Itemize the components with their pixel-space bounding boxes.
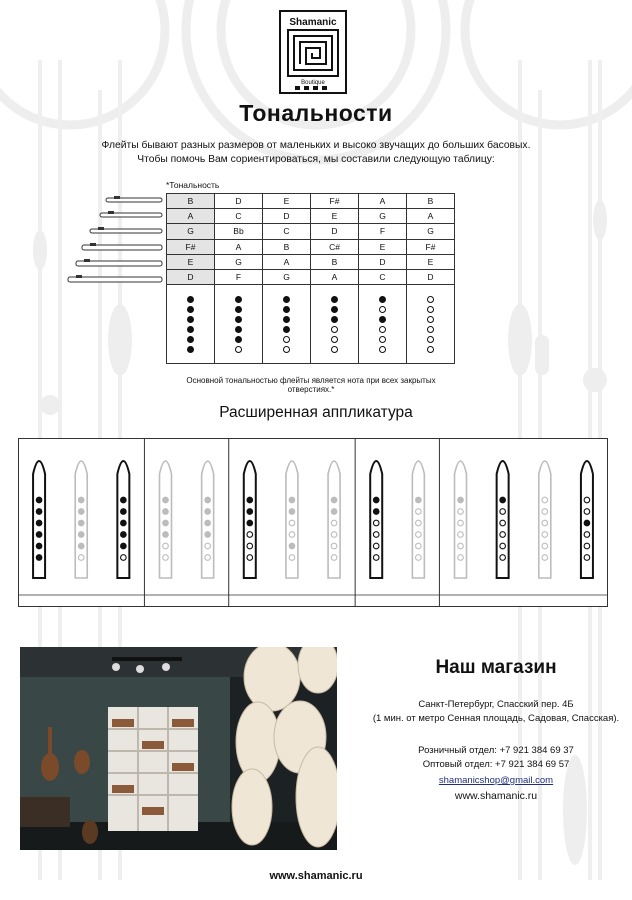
intro-text-line-2: Чтобы помочь Вам сориентироваться, мы составили следующую таблицу:: [137, 154, 495, 165]
key-cell: G: [167, 224, 215, 239]
open-hole-icon: [379, 326, 386, 333]
closed-hole-icon: [36, 532, 42, 538]
closed-hole-icon: [78, 509, 84, 515]
closed-hole-icon: [500, 497, 506, 503]
key-cell: D: [263, 209, 311, 224]
table-row: [167, 224, 455, 239]
key-cell: E: [311, 209, 359, 224]
open-hole-icon: [289, 532, 295, 538]
open-hole-icon: [458, 532, 464, 538]
closed-hole-icon: [78, 532, 84, 538]
extended-fingering-title: Расширенная аппликатура: [219, 404, 413, 421]
open-hole-icon: [500, 543, 506, 549]
closed-hole-icon: [283, 296, 290, 303]
open-hole-icon: [247, 543, 253, 549]
open-hole-icon: [427, 346, 434, 353]
page-title: Тональности: [239, 100, 393, 126]
table-row: [167, 254, 455, 269]
open-hole-icon: [331, 336, 338, 343]
closed-hole-icon: [331, 509, 337, 515]
closed-hole-icon: [187, 346, 194, 353]
open-hole-icon: [289, 555, 295, 561]
closed-hole-icon: [36, 520, 42, 526]
closed-hole-icon: [331, 316, 338, 323]
closed-hole-icon: [163, 497, 169, 503]
open-hole-icon: [235, 346, 242, 353]
shop-title: Наш магазин: [435, 657, 557, 678]
key-cell: A: [311, 269, 359, 284]
closed-hole-icon: [235, 316, 242, 323]
open-hole-icon: [416, 543, 422, 549]
open-hole-icon: [416, 520, 422, 526]
open-hole-icon: [458, 555, 464, 561]
closed-hole-icon: [331, 296, 338, 303]
open-hole-icon: [379, 336, 386, 343]
open-hole-icon: [247, 532, 253, 538]
closed-hole-icon: [36, 509, 42, 515]
open-hole-icon: [584, 555, 590, 561]
closed-hole-icon: [36, 543, 42, 549]
closed-hole-icon: [283, 326, 290, 333]
hole-pattern-cell: [311, 285, 359, 364]
open-hole-icon: [416, 555, 422, 561]
open-hole-icon: [416, 509, 422, 515]
open-hole-icon: [542, 555, 548, 561]
key-cell: D: [215, 194, 263, 209]
closed-hole-icon: [379, 316, 386, 323]
open-hole-icon: [427, 306, 434, 313]
closed-hole-icon: [163, 509, 169, 515]
closed-hole-icon: [331, 306, 338, 313]
open-hole-icon: [121, 555, 127, 561]
open-hole-icon: [458, 520, 464, 526]
key-cell: A: [215, 239, 263, 254]
open-hole-icon: [331, 520, 337, 526]
open-hole-icon: [500, 532, 506, 538]
key-cell: D: [167, 269, 215, 284]
open-hole-icon: [163, 555, 169, 561]
closed-hole-icon: [205, 497, 211, 503]
key-cell: B: [407, 194, 455, 209]
hole-pattern-row: [167, 285, 455, 364]
closed-hole-icon: [121, 520, 127, 526]
open-hole-icon: [331, 346, 338, 353]
open-hole-icon: [542, 509, 548, 515]
open-hole-icon: [373, 555, 379, 561]
key-cell: C: [215, 209, 263, 224]
closed-hole-icon: [205, 532, 211, 538]
key-cell: B: [311, 254, 359, 269]
closed-hole-icon: [78, 520, 84, 526]
extended-fingering-chart: [18, 438, 608, 607]
open-hole-icon: [458, 543, 464, 549]
open-hole-icon: [542, 497, 548, 503]
open-hole-icon: [427, 326, 434, 333]
key-cell: A: [167, 209, 215, 224]
open-hole-icon: [205, 555, 211, 561]
key-cell: C#: [311, 239, 359, 254]
closed-hole-icon: [36, 555, 42, 561]
open-hole-icon: [584, 509, 590, 515]
closed-hole-icon: [187, 316, 194, 323]
key-cell: E: [359, 239, 407, 254]
table-row: [167, 239, 455, 254]
hole-pattern-cell: [167, 285, 215, 364]
closed-hole-icon: [205, 509, 211, 515]
closed-hole-icon: [121, 509, 127, 515]
key-cell: F#: [167, 239, 215, 254]
closed-hole-icon: [163, 520, 169, 526]
closed-hole-icon: [36, 497, 42, 503]
open-hole-icon: [373, 543, 379, 549]
closed-hole-icon: [205, 520, 211, 526]
key-cell: D: [407, 269, 455, 284]
closed-hole-icon: [235, 296, 242, 303]
key-cell: D: [311, 224, 359, 239]
logo-brand-text: Shamanic: [289, 17, 337, 28]
open-hole-icon: [331, 555, 337, 561]
open-hole-icon: [458, 509, 464, 515]
open-hole-icon: [379, 306, 386, 313]
key-cell: B: [167, 194, 215, 209]
open-hole-icon: [331, 326, 338, 333]
open-hole-icon: [500, 509, 506, 515]
closed-hole-icon: [247, 509, 253, 515]
key-cell: F#: [311, 194, 359, 209]
fingering-frame: [19, 439, 608, 607]
closed-hole-icon: [283, 306, 290, 313]
closed-hole-icon: [458, 497, 464, 503]
wholesale-phone: Оптовый отдел: +7 921 384 69 57: [422, 759, 570, 770]
key-cell: G: [263, 269, 311, 284]
key-cell: G: [215, 254, 263, 269]
closed-hole-icon: [247, 497, 253, 503]
footer-website-link[interactable]: www.shamanic.ru: [269, 870, 363, 882]
open-hole-icon: [584, 543, 590, 549]
closed-hole-icon: [235, 306, 242, 313]
key-cell: Bb: [215, 224, 263, 239]
closed-hole-icon: [78, 543, 84, 549]
closed-hole-icon: [187, 326, 194, 333]
closed-hole-icon: [235, 326, 242, 333]
closed-hole-icon: [416, 497, 422, 503]
key-cell: C: [359, 269, 407, 284]
closed-hole-icon: [187, 296, 194, 303]
open-hole-icon: [584, 497, 590, 503]
key-cell: A: [263, 254, 311, 269]
open-hole-icon: [373, 520, 379, 526]
closed-hole-icon: [247, 520, 253, 526]
open-hole-icon: [379, 346, 386, 353]
open-hole-icon: [584, 532, 590, 538]
closed-hole-icon: [187, 306, 194, 313]
logo-sub-text: Boutique: [301, 80, 325, 86]
open-hole-icon: [247, 555, 253, 561]
key-cell: A: [359, 194, 407, 209]
closed-hole-icon: [121, 543, 127, 549]
shop-website-link[interactable]: www.shamanic.ru: [454, 790, 538, 802]
open-hole-icon: [331, 543, 337, 549]
open-hole-icon: [163, 543, 169, 549]
key-cell: A: [407, 209, 455, 224]
key-cell: F: [215, 269, 263, 284]
shamanic-logo: [279, 10, 347, 94]
closed-hole-icon: [373, 497, 379, 503]
open-hole-icon: [427, 336, 434, 343]
key-cell: E: [407, 254, 455, 269]
closed-hole-icon: [163, 532, 169, 538]
key-cell: E: [167, 254, 215, 269]
open-hole-icon: [416, 532, 422, 538]
closed-hole-icon: [289, 543, 295, 549]
key-cell: G: [407, 224, 455, 239]
open-hole-icon: [283, 346, 290, 353]
open-hole-icon: [427, 316, 434, 323]
closed-hole-icon: [584, 520, 590, 526]
table-footnote: Основной тональностью флейты является нота при всех закрытых отверстиях.*: [186, 376, 436, 394]
key-cell: F: [359, 224, 407, 239]
tonality-table: [166, 193, 455, 364]
open-hole-icon: [331, 532, 337, 538]
closed-hole-icon: [283, 316, 290, 323]
open-hole-icon: [542, 520, 548, 526]
closed-hole-icon: [331, 497, 337, 503]
closed-hole-icon: [379, 296, 386, 303]
hole-pattern-cell: [215, 285, 263, 364]
open-hole-icon: [78, 555, 84, 561]
key-cell: C: [263, 224, 311, 239]
shop-photo: [20, 647, 337, 850]
table-row: [167, 209, 455, 224]
flute-size-icons: [64, 194, 164, 286]
open-hole-icon: [500, 520, 506, 526]
hole-pattern-cell: [263, 285, 311, 364]
intro-text-line-1: Флейты бывают разных размеров от маленьких и высоко звучащих до больших басовых.: [101, 140, 531, 151]
closed-hole-icon: [121, 497, 127, 503]
open-hole-icon: [542, 543, 548, 549]
table-row: [167, 269, 455, 284]
shop-address-line-2: (1 мин. от метро Сенная площадь, Садовая, Спасская).: [372, 713, 620, 724]
key-cell: B: [263, 239, 311, 254]
closed-hole-icon: [78, 497, 84, 503]
closed-hole-icon: [121, 532, 127, 538]
tonality-note-label: *Тональность: [166, 180, 220, 190]
open-hole-icon: [542, 532, 548, 538]
open-hole-icon: [500, 555, 506, 561]
open-hole-icon: [283, 336, 290, 343]
closed-hole-icon: [373, 509, 379, 515]
retail-phone: Розничный отдел: +7 921 384 69 37: [418, 745, 574, 756]
hole-pattern-cell: [407, 285, 455, 364]
open-hole-icon: [373, 532, 379, 538]
key-cell: D: [359, 254, 407, 269]
shop-email-link[interactable]: shamanicshop@gmail.com: [438, 775, 554, 786]
key-cell: E: [263, 194, 311, 209]
closed-hole-icon: [187, 336, 194, 343]
open-hole-icon: [427, 296, 434, 303]
shop-address-line-1: Санкт-Петербург, Спасский пер. 4Б: [418, 699, 574, 710]
closed-hole-icon: [289, 509, 295, 515]
open-hole-icon: [205, 543, 211, 549]
hole-pattern-cell: [359, 285, 407, 364]
key-cell: F#: [407, 239, 455, 254]
open-hole-icon: [289, 520, 295, 526]
key-cell: G: [359, 209, 407, 224]
closed-hole-icon: [289, 497, 295, 503]
closed-hole-icon: [235, 336, 242, 343]
table-row: [167, 194, 455, 209]
flute-icon: [68, 277, 162, 282]
